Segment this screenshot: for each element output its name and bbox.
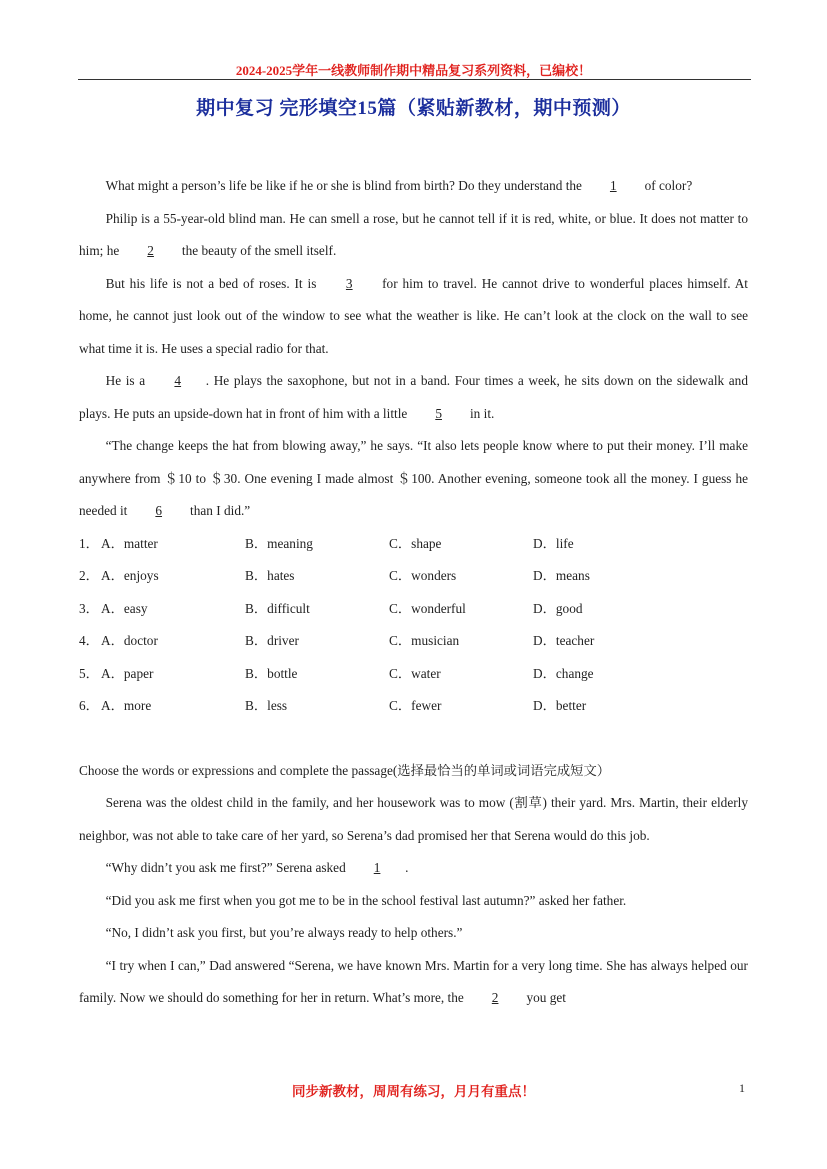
blank-6: 6 (155, 503, 163, 518)
option-a: A．more (101, 698, 152, 713)
option-b: B．meaning (245, 535, 313, 551)
passage1-paragraph-5 (79, 430, 748, 528)
text: in it. (466, 405, 495, 421)
option-row (79, 658, 748, 691)
document-body (79, 170, 748, 1015)
text: “The change keeps the hat from blowing away,” he says. “It also lets people know where to put their money. I’ll make anywhere from ＄10 to ＄30. One evening I made almost ＄100. Another evening, someone took all the money. I guess he needed it (79, 438, 748, 518)
blank-1: 1 (373, 860, 381, 875)
option-row (79, 528, 748, 561)
text: “Why didn’t you ask me first?” Serena asked (105, 860, 346, 875)
option-a: A．enjoys (101, 568, 159, 583)
question-number: 6． (79, 698, 99, 713)
header-rule (78, 79, 751, 80)
blank-5: 5 (435, 405, 442, 421)
text: He is a (105, 373, 146, 388)
text: of color? (641, 178, 693, 193)
option-c: C．water (389, 665, 441, 681)
option-row (79, 690, 748, 723)
passage1-paragraph-1 (79, 170, 748, 203)
option-d: D．life (533, 535, 574, 551)
option-c: C．musician (389, 633, 460, 648)
text: the beauty of the smell itself. (178, 243, 337, 258)
document-title: 期中复习 完形填空15篇（紧贴新教材，期中预测） (196, 98, 631, 119)
question-number: 3． (79, 600, 99, 616)
section-spacer (79, 723, 748, 755)
footer-slogan: 同步新教材，周周有练习，月月有重点！ (292, 1084, 535, 1099)
option-d: D．better (533, 698, 587, 713)
text: What might a person’s life be like if he or she is blind from birth? Do they understand the (105, 178, 582, 193)
answer-options (79, 528, 748, 723)
passage2-paragraph-5 (79, 950, 748, 1015)
text: than I did.” (186, 503, 251, 518)
text: . He plays the saxophone, but not in a band. Four times a week, he sits down on the sidewalk and plays. He puts an upside-down hat in front of him with a little (79, 373, 748, 421)
option-row (79, 593, 748, 626)
question-number: 1． (79, 535, 99, 551)
passage1-paragraph-4 (79, 365, 748, 430)
passage2-paragraph-2 (79, 852, 748, 885)
option-d: D．means (533, 568, 590, 583)
passage1-paragraph-3 (79, 268, 748, 366)
question-number: 5． (79, 665, 99, 681)
blank-4: 4 (174, 373, 182, 388)
passage2-instruction: Choose the words or expressions and complete the passage(选择最恰当的单词或词语完成短文） (79, 762, 611, 778)
option-b: B．less (245, 698, 288, 713)
option-d: D．good (533, 600, 583, 616)
text: . (405, 860, 409, 875)
blank-3: 3 (345, 275, 353, 291)
header-banner: 2024-2025学年一线教师制作期中精品复习系列资料，已编校！ (235, 63, 592, 78)
text: “I try when I can,” Dad answered “Serena, we have known Mrs. Martin for a very long time. She has always helped our family. Now we should do something for her in return. What’s more, the (79, 957, 748, 1005)
option-b: B．bottle (245, 665, 298, 681)
option-c: C．wonderful (389, 600, 466, 616)
option-a: A．easy (101, 600, 148, 616)
option-c: C．wonders (389, 568, 457, 583)
passage2-paragraph-4: “No, I didn’t ask you first, but you’re always ready to help others.” (105, 925, 463, 940)
option-row (79, 625, 748, 658)
blank-1: 1 (609, 178, 617, 193)
option-c: C．fewer (389, 698, 442, 713)
option-b: B．driver (245, 633, 299, 648)
text: But his life is not a bed of roses. It is (105, 275, 317, 291)
option-b: B．hates (245, 568, 295, 583)
option-c: C．shape (389, 535, 442, 551)
option-a: A．paper (101, 665, 154, 681)
passage2-paragraph-1: Serena was the oldest child in the family, and her housework was to mow (割草) their yard. Mrs. Martin, their elderly neighbor, was not able to take care of her yard, so Serena’s dad promised her that Serena would do this job. (79, 795, 748, 843)
text: for him to travel. He cannot drive to wonderful places himself. At home, he cannot just look out of the window to see what the weather is like. He can’t look at the clock on the wall to see what time it is. He uses a special radio for that. (79, 275, 749, 356)
option-a: A．matter (101, 535, 158, 551)
text: you get (523, 990, 566, 1005)
passage1-paragraph-2 (79, 203, 748, 268)
page-number: 1 (739, 1081, 745, 1095)
option-row (79, 560, 748, 593)
question-number: 2． (79, 568, 99, 583)
option-d: D．change (533, 665, 594, 681)
passage2-paragraph-3: “Did you ask me first when you got me to be in the school festival last autumn?” asked her father. (105, 892, 627, 908)
blank-2: 2 (491, 990, 499, 1005)
option-b: B．difficult (245, 600, 310, 616)
text: Philip is a 55-year-old blind man. He can smell a rose, but he cannot tell if it is red, white, or blue. It does not matter to him; he (79, 210, 748, 258)
blank-2: 2 (147, 243, 154, 258)
question-number: 4． (79, 633, 99, 648)
option-a: A．doctor (101, 633, 158, 648)
option-d: D．teacher (533, 633, 595, 648)
